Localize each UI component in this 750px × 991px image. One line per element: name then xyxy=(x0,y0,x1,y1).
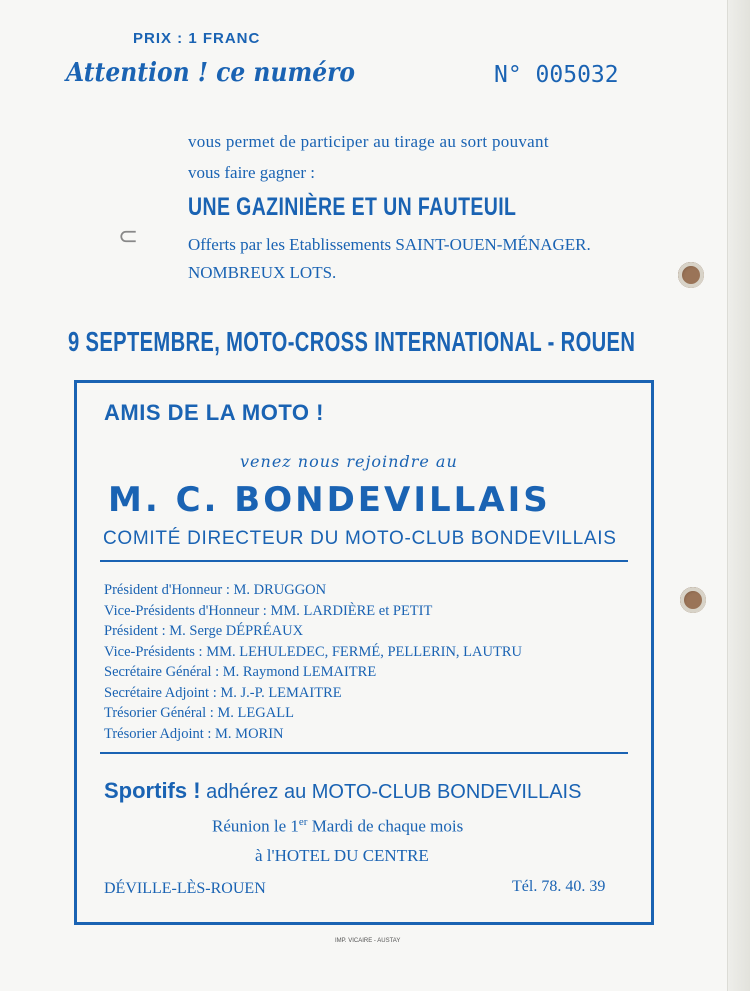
member-line: Secrétaire Adjoint : M. J.-P. LEMAITRE xyxy=(104,684,342,701)
member-line: Trésorier Général : M. LEGALL xyxy=(104,705,294,721)
divider-top xyxy=(100,560,628,562)
sportifs-line xyxy=(104,778,581,804)
reunion-sup: er xyxy=(298,816,308,828)
ticket-number: N° 005032 xyxy=(494,62,619,88)
rejoindre-text: venez nous rejoindre au xyxy=(240,452,458,471)
printer-credit: IMP. VICAIRE - AUSTAY xyxy=(335,938,401,944)
sportifs-text: adhérez au MOTO-CLUB BONDEVILLAIS xyxy=(200,781,582,803)
member-line: Secrétaire Général : M. Raymond LEMAITRE xyxy=(104,664,377,680)
attention-heading: Attention ! ce numéro xyxy=(66,58,356,88)
hotel-line: à l'HOTEL DU CENTRE xyxy=(255,846,429,865)
members-list xyxy=(104,580,522,744)
member-line: Président : M. Serge DÉPRÉAUX xyxy=(104,623,304,639)
member-line: Trésorier Adjoint : M. MORIN xyxy=(104,725,284,742)
pencil-mark: ⊂ xyxy=(118,224,139,250)
page-edge xyxy=(727,0,750,991)
reunion-before: Réunion le 1 xyxy=(212,816,299,836)
prize-title: UNE GAZINIÈRE ET UN FAUTEUIL xyxy=(188,193,517,221)
divider-bottom xyxy=(100,752,628,754)
intro-line-2: vous faire gagner : xyxy=(188,163,315,182)
price-label: PRIX : 1 FRANC xyxy=(133,30,261,47)
amis-heading: AMIS DE LA MOTO ! xyxy=(104,400,324,425)
phone-text: Tél. 78. 40. 39 xyxy=(512,878,606,895)
member-line: Président d'Honneur : M. DRUGGON xyxy=(104,582,327,598)
reunion-after: Mardi de chaque mois xyxy=(307,816,464,836)
intro-line-1: vous permet de participer au tirage au sort pouvant xyxy=(188,132,549,151)
town-text: DÉVILLE-LÈS-ROUEN xyxy=(104,880,266,897)
binding-hole xyxy=(678,262,704,288)
sportifs-bold: Sportifs ! xyxy=(104,778,201,803)
comite-heading: COMITÉ DIRECTEUR DU MOTO-CLUB BONDEVILLAIS xyxy=(103,528,617,549)
offered-by: Offerts par les Etablissements SAINT-OUEN-MÉNAGER. xyxy=(188,235,591,254)
club-name: M. C. BONDEVILLAIS xyxy=(108,480,551,520)
member-line: Vice-Présidents d'Honneur : MM. LARDIÈRE et PETIT xyxy=(104,602,433,619)
event-banner: 9 SEPTEMBRE, MOTO-CROSS INTERNATIONAL - ROUEN xyxy=(68,326,636,357)
lots-text: NOMBREUX LOTS. xyxy=(188,263,337,282)
member-line: Vice-Présidents : MM. LEHULEDEC, FERMÉ, PELLERIN, LAUTRU xyxy=(104,643,522,660)
reunion-line xyxy=(212,816,463,837)
binding-hole xyxy=(680,587,706,613)
